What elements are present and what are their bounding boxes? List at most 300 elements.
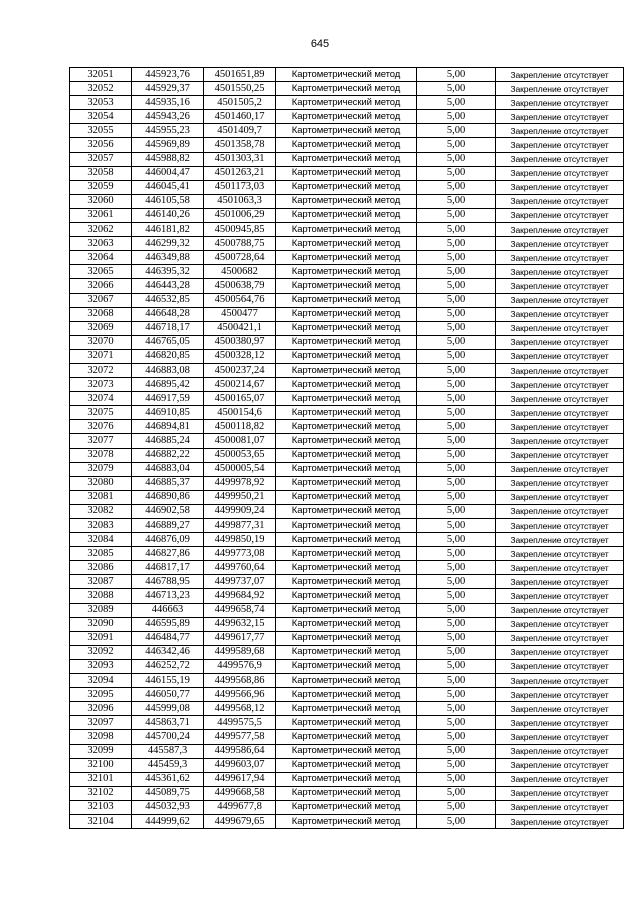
point-number-cell: 32089 (70, 603, 132, 617)
x-coordinate-cell: 446299,32 (132, 237, 204, 251)
table-row (70, 152, 624, 166)
accuracy-cell: 5,00 (417, 307, 496, 321)
method-cell: Картометрический метод (276, 363, 417, 377)
page-number: 645 (310, 38, 330, 50)
table-row (70, 617, 624, 631)
method-cell: Картометрический метод (276, 110, 417, 124)
fixation-cell: Закрепление отсутствует (496, 279, 624, 293)
method-cell: Картометрический метод (276, 166, 417, 180)
y-coordinate-cell: 4499632,15 (204, 617, 276, 631)
method-cell: Картометрический метод (276, 349, 417, 363)
method-cell: Картометрический метод (276, 237, 417, 251)
y-coordinate-cell: 4499566,96 (204, 688, 276, 702)
x-coordinate-cell: 446885,37 (132, 476, 204, 490)
accuracy-cell: 5,00 (417, 265, 496, 279)
y-coordinate-cell: 4500053,65 (204, 448, 276, 462)
x-coordinate-cell: 446648,28 (132, 307, 204, 321)
accuracy-cell: 5,00 (417, 392, 496, 406)
table-row (70, 702, 624, 716)
x-coordinate-cell: 446894,81 (132, 420, 204, 434)
y-coordinate-cell: 4499737,07 (204, 575, 276, 589)
method-cell: Картометрический метод (276, 800, 417, 814)
table-row (70, 194, 624, 208)
fixation-cell: Закрепление отсутствует (496, 363, 624, 377)
x-coordinate-cell: 446252,72 (132, 659, 204, 673)
method-cell: Картометрический метод (276, 814, 417, 828)
x-coordinate-cell: 446765,05 (132, 335, 204, 349)
accuracy-cell: 5,00 (417, 702, 496, 716)
point-number-cell: 32092 (70, 645, 132, 659)
x-coordinate-cell: 446181,82 (132, 223, 204, 237)
point-number-cell: 32080 (70, 476, 132, 490)
method-cell: Картометрический метод (276, 504, 417, 518)
table-row (70, 124, 624, 138)
table-row (70, 674, 624, 688)
x-coordinate-cell: 445361,62 (132, 772, 204, 786)
table-row (70, 293, 624, 307)
method-cell: Картометрический метод (276, 462, 417, 476)
accuracy-cell: 5,00 (417, 617, 496, 631)
method-cell: Картометрический метод (276, 786, 417, 800)
y-coordinate-cell: 4499617,77 (204, 631, 276, 645)
y-coordinate-cell: 4500682 (204, 265, 276, 279)
table-row (70, 744, 624, 758)
fixation-cell: Закрепление отсутствует (496, 631, 624, 645)
fixation-cell: Закрепление отсутствует (496, 490, 624, 504)
x-coordinate-cell: 445955,23 (132, 124, 204, 138)
accuracy-cell: 5,00 (417, 462, 496, 476)
accuracy-cell: 5,00 (417, 68, 496, 82)
y-coordinate-cell: 4499909,24 (204, 504, 276, 518)
y-coordinate-cell: 4500638,79 (204, 279, 276, 293)
accuracy-cell: 5,00 (417, 293, 496, 307)
method-cell: Картометрический метод (276, 392, 417, 406)
x-coordinate-cell: 446342,46 (132, 645, 204, 659)
y-coordinate-cell: 4501550,25 (204, 82, 276, 96)
method-cell: Картометрический метод (276, 265, 417, 279)
table-row (70, 96, 624, 110)
method-cell: Картометрический метод (276, 68, 417, 82)
method-cell: Картометрический метод (276, 631, 417, 645)
fixation-cell: Закрепление отсутствует (496, 730, 624, 744)
table-row (70, 758, 624, 772)
table-row (70, 800, 624, 814)
fixation-cell: Закрепление отсутствует (496, 645, 624, 659)
table-row (70, 307, 624, 321)
point-number-cell: 32062 (70, 223, 132, 237)
method-cell: Картометрический метод (276, 772, 417, 786)
accuracy-cell: 5,00 (417, 631, 496, 645)
fixation-cell: Закрепление отсутствует (496, 462, 624, 476)
accuracy-cell: 5,00 (417, 194, 496, 208)
point-number-cell: 32102 (70, 786, 132, 800)
accuracy-cell: 5,00 (417, 279, 496, 293)
point-number-cell: 32090 (70, 617, 132, 631)
coordinates-table-body (70, 68, 624, 829)
y-coordinate-cell: 4499773,08 (204, 547, 276, 561)
x-coordinate-cell: 445943,26 (132, 110, 204, 124)
point-number-cell: 32053 (70, 96, 132, 110)
method-cell: Картометрический метод (276, 223, 417, 237)
point-number-cell: 32072 (70, 363, 132, 377)
y-coordinate-cell: 4501460,17 (204, 110, 276, 124)
accuracy-cell: 5,00 (417, 180, 496, 194)
x-coordinate-cell: 446917,59 (132, 392, 204, 406)
table-row (70, 392, 624, 406)
fixation-cell: Закрепление отсутствует (496, 335, 624, 349)
table-row (70, 589, 624, 603)
y-coordinate-cell: 4500564,76 (204, 293, 276, 307)
fixation-cell: Закрепление отсутствует (496, 166, 624, 180)
accuracy-cell: 5,00 (417, 96, 496, 110)
fixation-cell: Закрепление отсутствует (496, 138, 624, 152)
x-coordinate-cell: 445923,76 (132, 68, 204, 82)
accuracy-cell: 5,00 (417, 434, 496, 448)
fixation-cell: Закрепление отсутствует (496, 800, 624, 814)
method-cell: Картометрический метод (276, 645, 417, 659)
accuracy-cell: 5,00 (417, 321, 496, 335)
method-cell: Картометрический метод (276, 476, 417, 490)
y-coordinate-cell: 4500118,82 (204, 420, 276, 434)
table-row (70, 476, 624, 490)
x-coordinate-cell: 446105,58 (132, 194, 204, 208)
method-cell: Картометрический метод (276, 138, 417, 152)
x-coordinate-cell: 446050,77 (132, 688, 204, 702)
point-number-cell: 32055 (70, 124, 132, 138)
accuracy-cell: 5,00 (417, 476, 496, 490)
method-cell: Картометрический метод (276, 180, 417, 194)
table-row (70, 166, 624, 180)
x-coordinate-cell: 444999,62 (132, 814, 204, 828)
x-coordinate-cell: 446910,85 (132, 406, 204, 420)
y-coordinate-cell: 4499677,8 (204, 800, 276, 814)
x-coordinate-cell: 446484,77 (132, 631, 204, 645)
fixation-cell: Закрепление отсутствует (496, 758, 624, 772)
x-coordinate-cell: 446827,86 (132, 547, 204, 561)
fixation-cell: Закрепление отсутствует (496, 575, 624, 589)
fixation-cell: Закрепление отсутствует (496, 349, 624, 363)
table-row (70, 237, 624, 251)
point-number-cell: 32086 (70, 561, 132, 575)
method-cell: Картометрический метод (276, 688, 417, 702)
y-coordinate-cell: 4500005,54 (204, 462, 276, 476)
y-coordinate-cell: 4501651,89 (204, 68, 276, 82)
table-row (70, 349, 624, 363)
point-number-cell: 32097 (70, 716, 132, 730)
fixation-cell: Закрепление отсутствует (496, 251, 624, 265)
method-cell: Картометрический метод (276, 378, 417, 392)
fixation-cell: Закрепление отсутствует (496, 547, 624, 561)
accuracy-cell: 5,00 (417, 659, 496, 673)
point-number-cell: 32065 (70, 265, 132, 279)
fixation-cell: Закрепление отсутствует (496, 519, 624, 533)
table-row (70, 645, 624, 659)
y-coordinate-cell: 4499950,21 (204, 490, 276, 504)
point-number-cell: 32098 (70, 730, 132, 744)
y-coordinate-cell: 4499877,31 (204, 519, 276, 533)
fixation-cell: Закрепление отсутствует (496, 124, 624, 138)
table-row (70, 561, 624, 575)
fixation-cell: Закрепление отсутствует (496, 659, 624, 673)
point-number-cell: 32079 (70, 462, 132, 476)
y-coordinate-cell: 4501358,78 (204, 138, 276, 152)
point-number-cell: 32061 (70, 208, 132, 222)
method-cell: Картометрический метод (276, 307, 417, 321)
method-cell: Картометрический метод (276, 674, 417, 688)
method-cell: Картометрический метод (276, 152, 417, 166)
point-number-cell: 32058 (70, 166, 132, 180)
y-coordinate-cell: 4499850,19 (204, 533, 276, 547)
table-row (70, 688, 624, 702)
fixation-cell: Закрепление отсутствует (496, 223, 624, 237)
y-coordinate-cell: 4499978,92 (204, 476, 276, 490)
x-coordinate-cell: 446817,17 (132, 561, 204, 575)
x-coordinate-cell: 446788,95 (132, 575, 204, 589)
table-row (70, 265, 624, 279)
accuracy-cell: 5,00 (417, 814, 496, 828)
point-number-cell: 32070 (70, 335, 132, 349)
accuracy-cell: 5,00 (417, 716, 496, 730)
table-row (70, 279, 624, 293)
method-cell: Картометрический метод (276, 406, 417, 420)
y-coordinate-cell: 4499589,68 (204, 645, 276, 659)
fixation-cell: Закрепление отсутствует (496, 378, 624, 392)
fixation-cell: Закрепление отсутствует (496, 617, 624, 631)
fixation-cell: Закрепление отсутствует (496, 237, 624, 251)
fixation-cell: Закрепление отсутствует (496, 110, 624, 124)
y-coordinate-cell: 4499586,64 (204, 744, 276, 758)
point-number-cell: 32068 (70, 307, 132, 321)
fixation-cell: Закрепление отсутствует (496, 194, 624, 208)
table-row (70, 533, 624, 547)
fixation-cell: Закрепление отсутствует (496, 533, 624, 547)
table-row (70, 68, 624, 82)
point-number-cell: 32081 (70, 490, 132, 504)
point-number-cell: 32104 (70, 814, 132, 828)
y-coordinate-cell: 4499575,5 (204, 716, 276, 730)
point-number-cell: 32076 (70, 420, 132, 434)
point-number-cell: 32051 (70, 68, 132, 82)
fixation-cell: Закрепление отсутствует (496, 688, 624, 702)
table-row (70, 462, 624, 476)
y-coordinate-cell: 4501303,31 (204, 152, 276, 166)
accuracy-cell: 5,00 (417, 490, 496, 504)
x-coordinate-cell: 446890,86 (132, 490, 204, 504)
y-coordinate-cell: 4501006,29 (204, 208, 276, 222)
accuracy-cell: 5,00 (417, 786, 496, 800)
accuracy-cell: 5,00 (417, 152, 496, 166)
fixation-cell: Закрепление отсутствует (496, 96, 624, 110)
fixation-cell: Закрепление отсутствует (496, 180, 624, 194)
point-number-cell: 32094 (70, 674, 132, 688)
x-coordinate-cell: 445969,89 (132, 138, 204, 152)
point-number-cell: 32083 (70, 519, 132, 533)
point-number-cell: 32095 (70, 688, 132, 702)
table-row (70, 251, 624, 265)
y-coordinate-cell: 4500728,64 (204, 251, 276, 265)
x-coordinate-cell: 445935,16 (132, 96, 204, 110)
x-coordinate-cell: 446883,08 (132, 363, 204, 377)
table-row (70, 363, 624, 377)
table-row (70, 321, 624, 335)
method-cell: Картометрический метод (276, 659, 417, 673)
accuracy-cell: 5,00 (417, 589, 496, 603)
x-coordinate-cell: 445032,93 (132, 800, 204, 814)
method-cell: Картометрический метод (276, 194, 417, 208)
y-coordinate-cell: 4501173,03 (204, 180, 276, 194)
y-coordinate-cell: 4499760,64 (204, 561, 276, 575)
table-row (70, 547, 624, 561)
method-cell: Картометрический метод (276, 589, 417, 603)
point-number-cell: 32087 (70, 575, 132, 589)
point-number-cell: 32085 (70, 547, 132, 561)
fixation-cell: Закрепление отсутствует (496, 814, 624, 828)
fixation-cell: Закрепление отсутствует (496, 702, 624, 716)
accuracy-cell: 5,00 (417, 208, 496, 222)
fixation-cell: Закрепление отсутствует (496, 674, 624, 688)
accuracy-cell: 5,00 (417, 448, 496, 462)
table-row (70, 208, 624, 222)
method-cell: Картометрический метод (276, 744, 417, 758)
x-coordinate-cell: 445863,71 (132, 716, 204, 730)
point-number-cell: 32100 (70, 758, 132, 772)
x-coordinate-cell: 446663 (132, 603, 204, 617)
y-coordinate-cell: 4501409,7 (204, 124, 276, 138)
accuracy-cell: 5,00 (417, 420, 496, 434)
table-row (70, 814, 624, 828)
fixation-cell: Закрепление отсутствует (496, 448, 624, 462)
accuracy-cell: 5,00 (417, 166, 496, 180)
method-cell: Картометрический метод (276, 561, 417, 575)
table-row (70, 716, 624, 730)
coordinates-table (69, 67, 624, 829)
method-cell: Картометрический метод (276, 96, 417, 110)
point-number-cell: 32066 (70, 279, 132, 293)
x-coordinate-cell: 446155,19 (132, 674, 204, 688)
x-coordinate-cell: 446004,47 (132, 166, 204, 180)
fixation-cell: Закрепление отсутствует (496, 504, 624, 518)
point-number-cell: 32091 (70, 631, 132, 645)
fixation-cell: Закрепление отсутствует (496, 307, 624, 321)
y-coordinate-cell: 4499568,12 (204, 702, 276, 716)
table-row (70, 180, 624, 194)
y-coordinate-cell: 4501263,21 (204, 166, 276, 180)
table-row (70, 603, 624, 617)
table-row (70, 82, 624, 96)
method-cell: Картометрический метод (276, 124, 417, 138)
x-coordinate-cell: 445459,3 (132, 758, 204, 772)
method-cell: Картометрический метод (276, 603, 417, 617)
point-number-cell: 32093 (70, 659, 132, 673)
y-coordinate-cell: 4499684,92 (204, 589, 276, 603)
table-row (70, 110, 624, 124)
x-coordinate-cell: 445999,08 (132, 702, 204, 716)
method-cell: Картометрический метод (276, 547, 417, 561)
point-number-cell: 32099 (70, 744, 132, 758)
method-cell: Картометрический метод (276, 293, 417, 307)
point-number-cell: 32082 (70, 504, 132, 518)
x-coordinate-cell: 445587,3 (132, 744, 204, 758)
point-number-cell: 32071 (70, 349, 132, 363)
accuracy-cell: 5,00 (417, 744, 496, 758)
accuracy-cell: 5,00 (417, 82, 496, 96)
table-row (70, 772, 624, 786)
y-coordinate-cell: 4500165,07 (204, 392, 276, 406)
y-coordinate-cell: 4499576,9 (204, 659, 276, 673)
x-coordinate-cell: 446883,04 (132, 462, 204, 476)
point-number-cell: 32067 (70, 293, 132, 307)
x-coordinate-cell: 445988,82 (132, 152, 204, 166)
point-number-cell: 32056 (70, 138, 132, 152)
x-coordinate-cell: 446718,17 (132, 321, 204, 335)
point-number-cell: 32075 (70, 406, 132, 420)
y-coordinate-cell: 4500214,67 (204, 378, 276, 392)
method-cell: Картометрический метод (276, 321, 417, 335)
method-cell: Картометрический метод (276, 702, 417, 716)
accuracy-cell: 5,00 (417, 645, 496, 659)
x-coordinate-cell: 446140,26 (132, 208, 204, 222)
fixation-cell: Закрепление отсутствует (496, 434, 624, 448)
x-coordinate-cell: 446820,85 (132, 349, 204, 363)
fixation-cell: Закрепление отсутствует (496, 392, 624, 406)
table-row (70, 730, 624, 744)
table-row (70, 138, 624, 152)
y-coordinate-cell: 4499668,58 (204, 786, 276, 800)
table-row (70, 406, 624, 420)
fixation-cell: Закрепление отсутствует (496, 420, 624, 434)
method-cell: Картометрический метод (276, 279, 417, 293)
table-row (70, 434, 624, 448)
x-coordinate-cell: 446882,22 (132, 448, 204, 462)
point-number-cell: 32064 (70, 251, 132, 265)
point-number-cell: 32103 (70, 800, 132, 814)
accuracy-cell: 5,00 (417, 758, 496, 772)
table-row (70, 378, 624, 392)
x-coordinate-cell: 446902,58 (132, 504, 204, 518)
point-number-cell: 32069 (70, 321, 132, 335)
method-cell: Картометрический метод (276, 758, 417, 772)
y-coordinate-cell: 4500328,12 (204, 349, 276, 363)
y-coordinate-cell: 4500237,24 (204, 363, 276, 377)
method-cell: Картометрический метод (276, 434, 417, 448)
point-number-cell: 32054 (70, 110, 132, 124)
x-coordinate-cell: 446889,27 (132, 519, 204, 533)
table-row (70, 448, 624, 462)
x-coordinate-cell: 446885,24 (132, 434, 204, 448)
y-coordinate-cell: 4499617,94 (204, 772, 276, 786)
fixation-cell: Закрепление отсутствует (496, 265, 624, 279)
y-coordinate-cell: 4501505,2 (204, 96, 276, 110)
accuracy-cell: 5,00 (417, 688, 496, 702)
table-row (70, 420, 624, 434)
accuracy-cell: 5,00 (417, 561, 496, 575)
accuracy-cell: 5,00 (417, 138, 496, 152)
accuracy-cell: 5,00 (417, 504, 496, 518)
y-coordinate-cell: 4500477 (204, 307, 276, 321)
fixation-cell: Закрепление отсутствует (496, 82, 624, 96)
y-coordinate-cell: 4499568,86 (204, 674, 276, 688)
x-coordinate-cell: 446713,23 (132, 589, 204, 603)
table-row (70, 575, 624, 589)
method-cell: Картометрический метод (276, 716, 417, 730)
fixation-cell: Закрепление отсутствует (496, 772, 624, 786)
accuracy-cell: 5,00 (417, 237, 496, 251)
accuracy-cell: 5,00 (417, 223, 496, 237)
point-number-cell: 32084 (70, 533, 132, 547)
accuracy-cell: 5,00 (417, 110, 496, 124)
y-coordinate-cell: 4501063,3 (204, 194, 276, 208)
x-coordinate-cell: 446443,28 (132, 279, 204, 293)
